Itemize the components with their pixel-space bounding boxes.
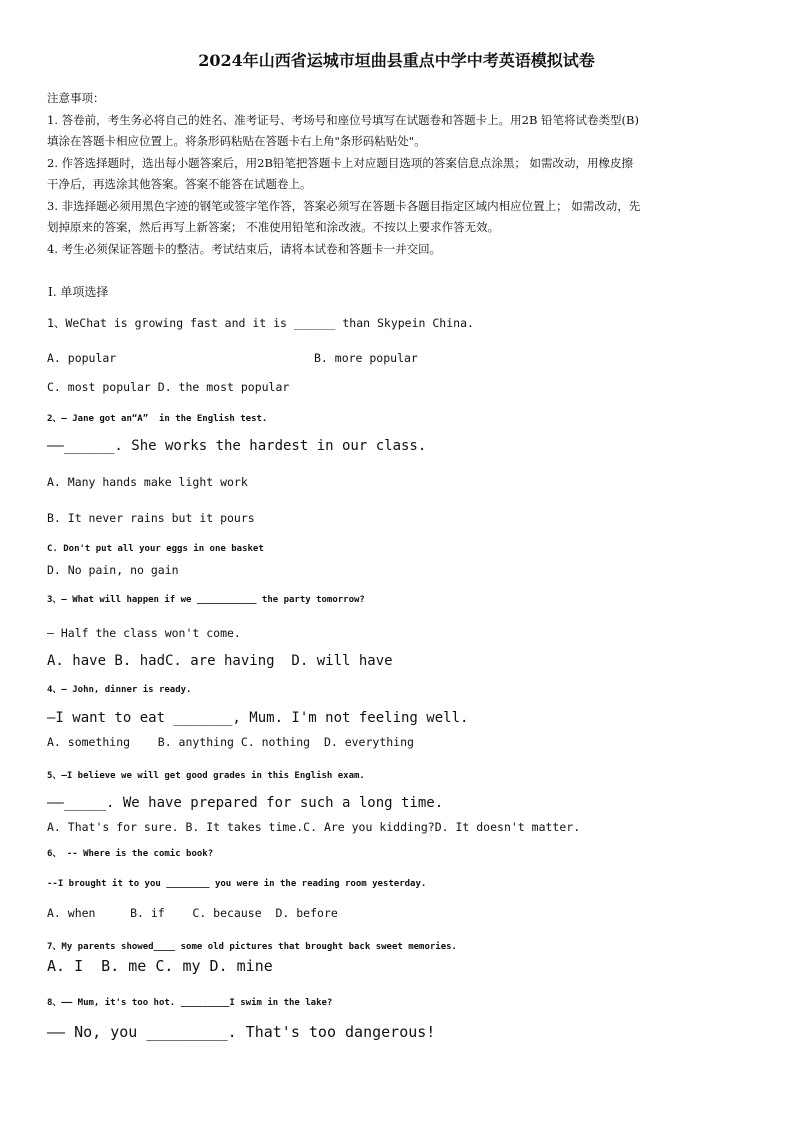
- notes-line: 2. 作答选择题时，选出每小题答案后，用2B铅笔把答题卡上对应题目选项的答案信息点涂黑； 如需改动，用橡皮擦: [47, 155, 634, 170]
- q2-reply: ——______. She works the hardest in our class.: [47, 438, 427, 454]
- notes-heading: 注意事项：: [47, 91, 105, 105]
- q3-options: A. have B. hadC. are having D. will have: [47, 653, 393, 669]
- page-title: 2024年山西省运城市垣曲县重点中学中考英语模拟试卷: [198, 51, 595, 70]
- section-heading: Ⅰ. 单项选择: [48, 285, 109, 299]
- q1-stem: 1、WeChat is growing fast and it is ______ than Skypein China.: [47, 316, 474, 330]
- q2-option-c: C. Don't put all your eggs in one basket: [47, 544, 264, 554]
- q8-stem: 8、—— Mum, it's too hot. _________I swim in the lake?: [47, 998, 333, 1008]
- q4-options: A. something B. anything C. nothing D. everything: [47, 735, 414, 749]
- notes-block: [47, 88, 747, 260]
- q6-stem: 6、 -- Where is the comic book?: [47, 849, 214, 859]
- notes-line: 1. 答卷前，考生务必将自己的姓名、准考证号、考场号和座位号填写在试题卷和答题卡上。用2B 铅笔将试卷类型(B): [47, 112, 639, 127]
- notes-line: 4. 考生必须保证答题卡的整洁。考试结束后，请将本试卷和答题卡一并交回。: [47, 241, 442, 256]
- q6-reply: --I brought it to you ________ you were in the reading room yesterday.: [47, 879, 427, 889]
- q2-option-a: A. Many hands make light work: [47, 475, 248, 489]
- q4-stem: 4、— John, dinner is ready.: [47, 685, 192, 695]
- q3-stem: 3、— What will happen if we ___________ the party tomorrow?: [47, 595, 365, 605]
- notes-line: 填涂在答题卡相应位置上。将条形码粘贴在答题卡右上角"条形码粘贴处"。: [47, 134, 426, 148]
- q8-reply: —— No, you _________. That's too dangerous!: [47, 1023, 436, 1041]
- q1-option-b: B. more popular: [314, 351, 418, 365]
- q2-option-d: D. No pain, no gain: [47, 563, 179, 577]
- q5-options: A. That's for sure. B. It takes time.C. Are you kidding?D. It doesn't matter.: [47, 820, 581, 834]
- q4-reply: —I want to eat _______, Mum. I'm not feeling well.: [47, 710, 469, 726]
- notes-line: 3. 非选择题必须用黑色字迹的钢笔或签字笔作答，答案必须写在答题卡各题目指定区域内相应位置上； 如需改动，先: [47, 198, 641, 213]
- q2-option-b: B. It never rains but it pours: [47, 511, 255, 525]
- q1-option-a: A. popular: [47, 351, 117, 365]
- q3-reply: — Half the class won't come.: [47, 626, 241, 640]
- q5-stem: 5、—I believe we will get good grades in this English exam.: [47, 771, 365, 781]
- notes-line: 干净后，再选涂其他答案。答案不能答在试题卷上。: [47, 177, 312, 191]
- q2-stem: 2、— Jane got an“A” in the English test.: [47, 414, 268, 424]
- q1-option-cd: C. most popular D. the most popular: [47, 380, 290, 394]
- q5-reply: ——_____. We have prepared for such a long time.: [47, 795, 444, 811]
- q7-options: A. I B. me C. my D. mine: [47, 957, 273, 975]
- notes-line: 划掉原来的答案，然后再写上新答案； 不准使用铅笔和涂改液。不按以上要求作答无效。: [47, 220, 500, 234]
- q7-stem: 7、My parents showed____ some old pictures that brought back sweet memories.: [47, 942, 457, 952]
- q6-options: A. when B. if C. because D. before: [47, 906, 338, 920]
